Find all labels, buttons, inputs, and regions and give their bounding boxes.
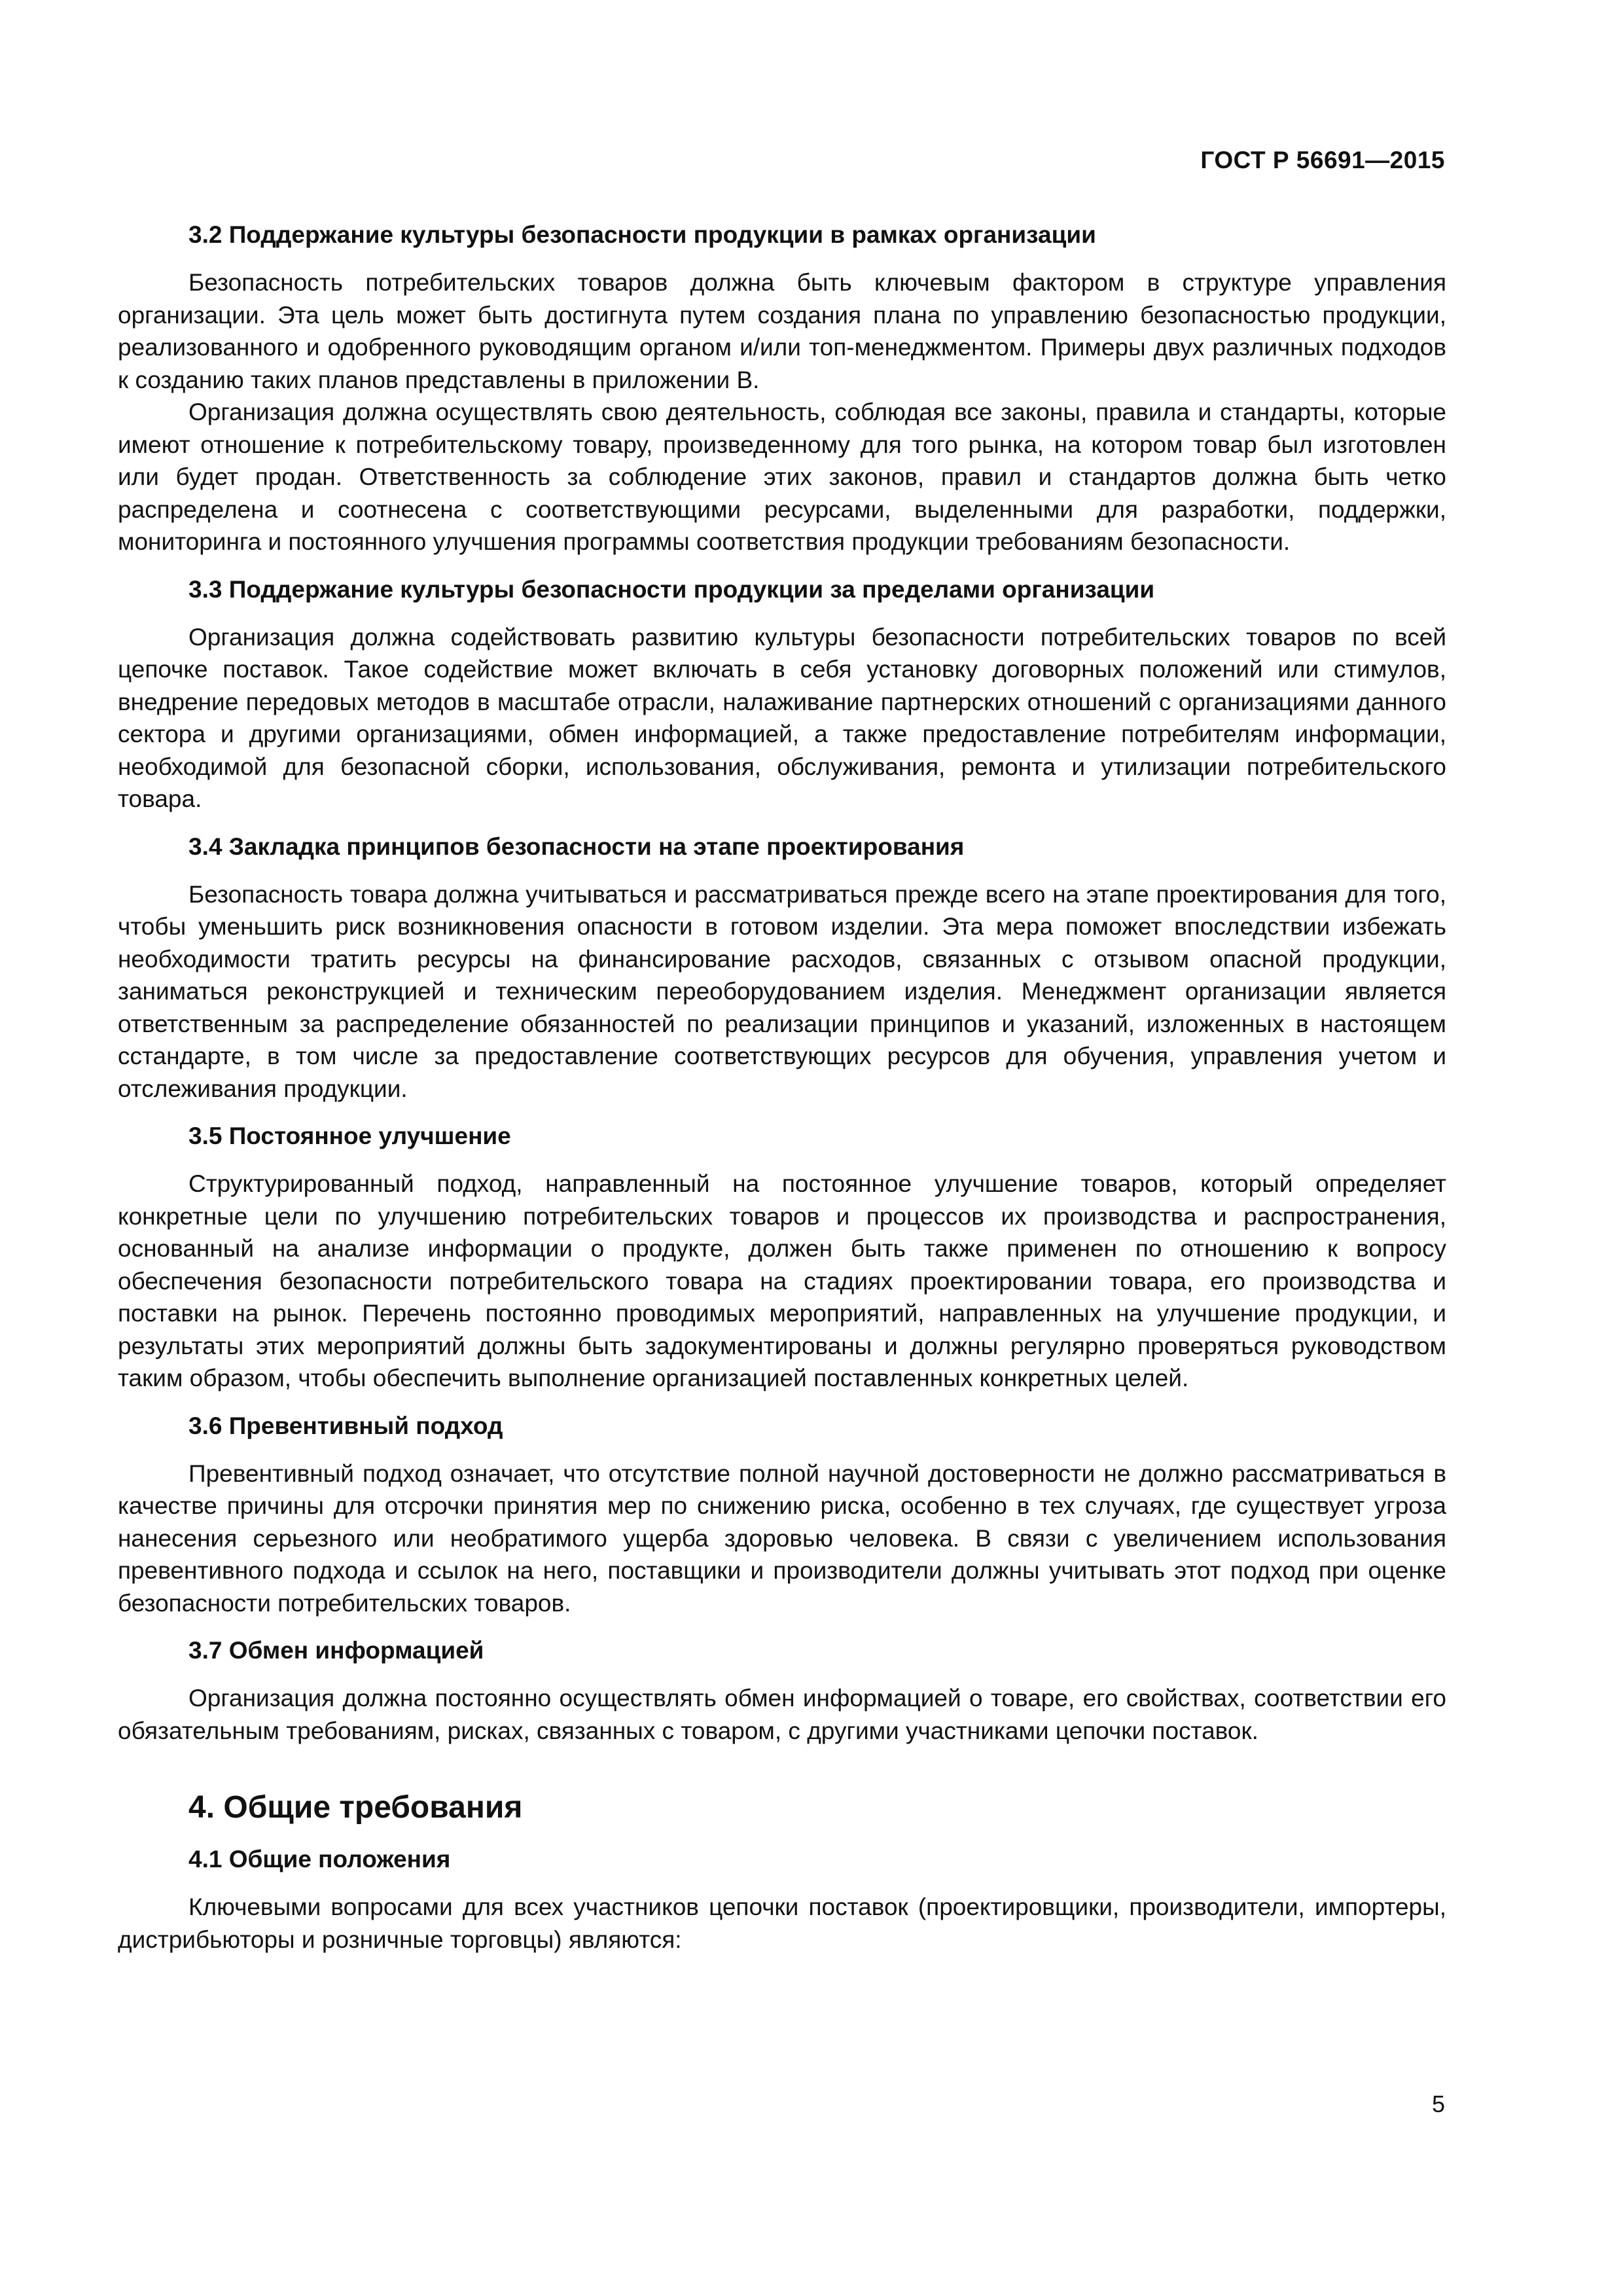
document-code: ГОСТ Р 56691—2015 — [1200, 147, 1445, 173]
section-heading: 3.3 Поддержание культуры безопасности продукции за пределами организации — [188, 575, 1155, 603]
page-content — [118, 219, 1446, 1971]
section-3-7 — [118, 1635, 1446, 1747]
section-heading: 3.4 Закладка принципов безопасности на этапе проектирования — [188, 833, 965, 860]
section-3-6 — [118, 1410, 1446, 1620]
paragraph: Ключевыми вопросами для всех участников цепочки поставок (проектировщики, производители, импортеры, дистрибьюторы и розничные торговцы) являются: — [118, 1893, 1446, 1953]
section-3-5 — [118, 1121, 1446, 1395]
section-4-1 — [118, 1844, 1446, 1956]
section-3-2 — [118, 219, 1446, 558]
paragraph: Организация должна постоянно осуществлять обмен информацией о товаре, его свойствах, соответствии его обязательным требованиям, рисках, связанных с товаром, с другими участниками цепочки поставок. — [118, 1685, 1446, 1744]
paragraph: Структурированный подход, направленный на постоянное улучшение товаров, который определяет конкретные цели по улучшению потребительских товаров и процессов их производства и распространения, основанный на анализе информации о продукте, должен быть также применен по отношению к вопросу обеспечения безопасности потребительского товара на стадиях проектировании товара, его производства и поставки на рынок. Перечень постоянно проводимых мероприятий, направленных на улучшение продукции, и результаты этих мероприятий должны быть задокументированы и должны регулярно проверяться руководством таким образом, чтобы обеспечить выполнение организацией поставленных конкретных целей. — [118, 1170, 1446, 1391]
paragraph: Организация должна содействовать развитию культуры безопасности потребительских товаров по всей цепочке поставок. Такое содействие может включать в себя установку договорных положений или стимулов, внедрение передовых методов в масштабе отрасли, налаживание партнерских отношений с организациями данного сектора и другими организациями, обмен информацией, а также предоставление потребителям информации, необходимой для безопасной сборки, использования, обслуживания, ремонта и утилизации потребительского товара. — [118, 623, 1446, 812]
section-3-4 — [118, 831, 1446, 1105]
paragraph: Безопасность потребительских товаров должна быть ключевым фактором в структуре управления организации. Эта цель может быть достигнута путем создания плана по управлению безопасностью продукции, реализованного и одобренного руководящим органом и/или топ-менеджментом. Примеры двух различных подходов к созданию таких планов представлены в приложении В. — [118, 269, 1446, 393]
section-heading: 3.5 Постоянное улучшение — [188, 1122, 511, 1149]
chapter-heading: 4. Общие требования — [188, 1790, 523, 1825]
paragraph: Превентивный подход означает, что отсутствие полной научной достоверности не должно рассматриваться в качестве причины для отсрочки принятия мер по снижению риска, особенно в тех случаях, где существует угроза нанесения серьезного или необратимого ущерба здоровью человека. В связи с увеличением использования превентивного подхода и ссылок на него, поставщики и производители должны учитывать этот подход при оценке безопасности потребительских товаров. — [118, 1460, 1446, 1617]
section-heading: 3.7 Обмен информацией — [188, 1637, 484, 1664]
section-heading: 4.1 Общие положения — [188, 1846, 451, 1873]
section-3-3 — [118, 574, 1446, 816]
paragraph: Организация должна осуществлять свою деятельность, соблюдая все законы, правила и стандарты, которые имеют отношение к потребительскому товару, произведенному для того рынка, на котором товар был изготовлен или будет продан. Ответственность за соблюдение этих законов, правил и стандартов должна быть четко распределена и соотнесена с соответствующими ресурсами, выделенными для разработки, поддержки, мониторинга и постоянного улучшения программы соответствия продукции требованиям безопасности. — [118, 399, 1446, 555]
section-heading: 3.6 Превентивный подход — [188, 1412, 503, 1439]
section-heading: 3.2 Поддержание культуры безопасности продукции в рамках организации — [188, 221, 1096, 248]
page-number: 5 — [1431, 2090, 1445, 2117]
paragraph: Безопасность товара должна учитываться и рассматриваться прежде всего на этапе проектирования для того, чтобы уменьшить риск возникновения опасности в готовом изделии. Эта мера поможет впоследствии избежать необходимости тратить ресурсы на финансирование расходов, связанных с отзывом опасной продукции, заниматься реконструкцией и техническим переоборудованием изделия. Менеджмент организации является ответственным за распределение обязанностей по реализации принципов и указаний, изложенных в настоящем сстандарте, в том числе за предоставление соответствующих ресурсов для обучения, управления учетом и отслеживания продукции. — [118, 880, 1446, 1102]
